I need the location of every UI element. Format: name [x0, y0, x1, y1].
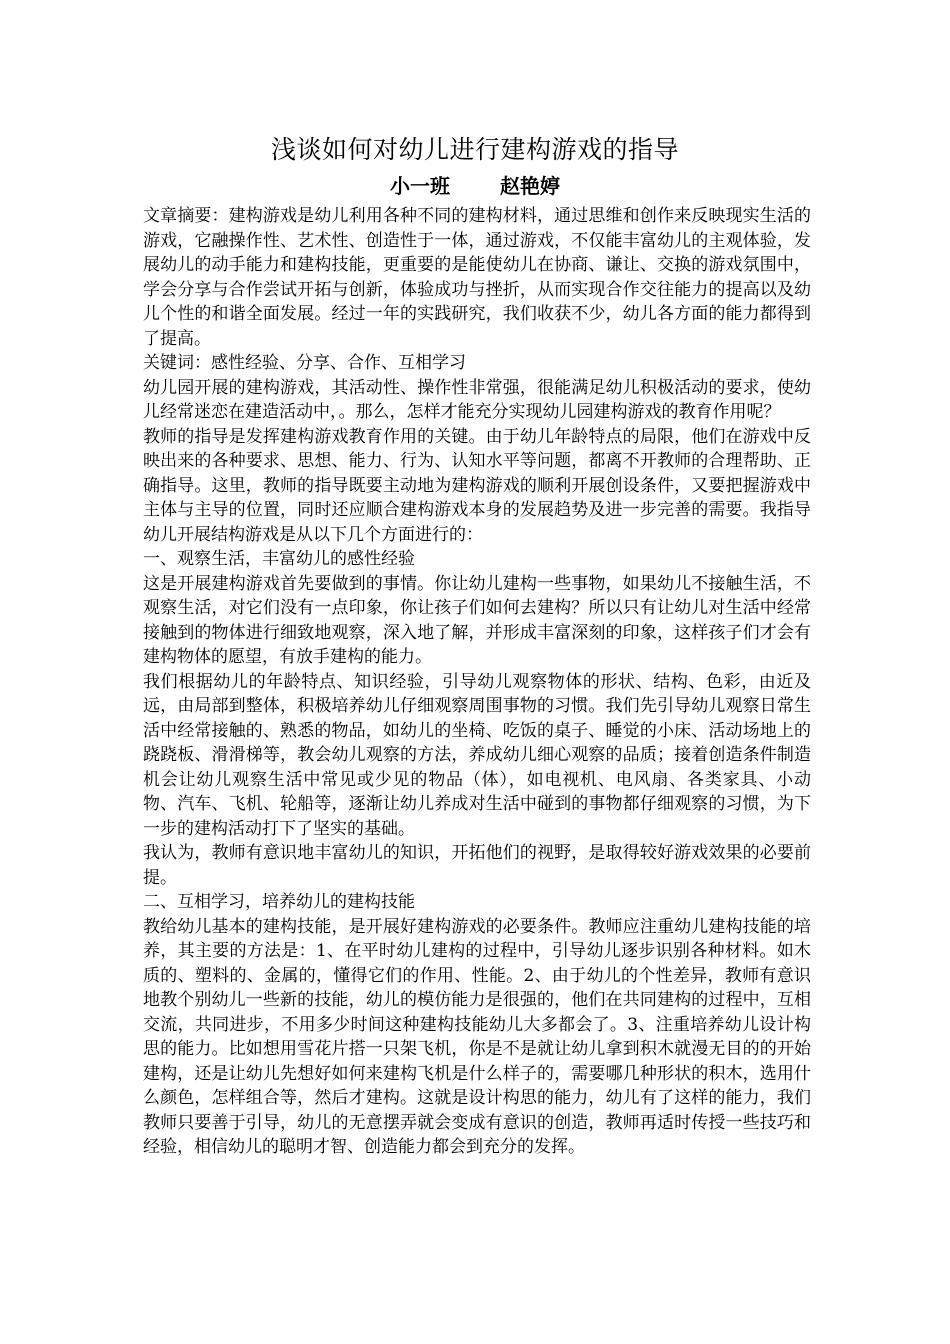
body-paragraph: 我们根据幼儿的年龄特点、知识经验，引导幼儿观察物体的形状、结构、色彩，由近及远，由局部到整体，积极培养幼儿仔细观察周围事物的习惯。我们先引导幼儿观察日常生活中经常接触的、熟悉的物品，如幼儿的坐椅、吃饭的桌子、睡觉的小床、活动场地上的跷跷板、滑滑梯等，教会幼儿观察的方法，养成幼儿细心观察的品质；接着创造条件制造机会让幼儿观察生活中常见或少见的物品（体），如电视机、电风扇、各类家具、小动物、汽车、飞机、轮船等，逐渐让幼儿养成对生活中碰到的事物都仔细观察的习惯，为下一步的建构活动打下了坚实的基础。 [143, 671, 811, 839]
document-body [143, 204, 811, 1160]
body-paragraph: 这是开展建构游戏首先要做到的事情。你让幼儿建构一些事物，如果幼儿不接触生活，不观察生活，对它们没有一点印象，你让孩子们如何去建构？所以只有让幼儿对生活中经常接触到的物体进行细致地观察，深入地了解，并形成丰富深刻的印象，这样孩子们才会有建构物体的愿望，有放手建构的能力。 [143, 573, 811, 667]
byline-class-name: 小一班 [390, 174, 450, 198]
section-heading: 二、互相学习，培养幼儿的建构技能 [143, 892, 415, 912]
keywords-paragraph: 关键词：感性经验、分享、合作、互相学习 [143, 353, 466, 373]
body-paragraph: 幼儿园开展的建构游戏，其活动性、操作性非常强，很能满足幼儿积极活动的要求，使幼儿经常迷恋在建造活动中，。那么，怎样才能充分实现幼儿园建构游戏的教育作用呢？ [143, 377, 811, 422]
byline [0, 172, 950, 200]
section-heading: 一、观察生活，丰富幼儿的感性经验 [143, 549, 415, 569]
document-title: 浅谈如何对幼儿进行建构游戏的指导 [270, 135, 679, 164]
byline-author: 赵艳婷 [500, 174, 560, 198]
body-paragraph: 教师的指导是发挥建构游戏教育作用的关键。由于幼儿年龄特点的局限，他们在游戏中反映出来的各种要求、思想、能力、行为、认知水平等问题，都离不开教师的合理帮助、正确指导。这里，教师的指导既要主动地为建构游戏的顺利开展创设条件，又要把握游戏中主体与主导的位置，同时还应顺合建构游戏本身的发展趋势及进一步完善的需要。我指导幼儿开展结构游戏是从以下几个方面进行的： [143, 426, 811, 545]
body-paragraph: 我认为，教师有意识地丰富幼儿的知识，开拓他们的视野，是取得较好游戏效果的必要前提。 [143, 843, 811, 888]
body-paragraph: 教给幼儿基本的建构技能，是开展好建构游戏的必要条件。教师应注重幼儿建构技能的培养，其主要的方法是：1、在平时幼儿建构的过程中，引导幼儿逐步识别各种材料。如木质的、塑料的、金属的，懂得它们的作用、性能。2、由于幼儿的个性差异，教师有意识地教个别幼儿一些新的技能，幼儿的模仿能力是很强的，他们在共同建构的过程中，互相交流，共同进步，不用多少时间这种建构技能幼儿大多都会了。3、注重培养幼儿设计构思的能力。比如想用雪花片搭一只架飞机，你是不是就让幼儿拿到积木就漫无目的的开始建构，还是让幼儿先想好如何来建构飞机是什么样子的，需要哪几种形状的积木，选用什么颜色，怎样组合等，然后才建构。这就是设计构思的能力，幼儿有了这样的能力，我们教师只要善于引导，幼儿的无意摆弄就会变成有意识的创造，教师再适时传授一些技巧和经验，相信幼儿的聪明才智、创造能力都会到充分的发挥。 [143, 916, 811, 1157]
abstract-paragraph: 文章摘要：建构游戏是幼儿利用各种不同的建构材料，通过思维和创作来反映现实生活的游戏，它融操作性、艺术性、创造性于一体，通过游戏，不仅能丰富幼儿的主观体验，发展幼儿的动手能力和建构技能，更重要的是能使幼儿在协商、谦让、交换的游戏氛围中，学会分享与合作尝试开拓与创新，体验成功与挫折，从而实现合作交往能力的提高以及幼儿个性的和谐全面发展。经过一年的实践研究，我们收获不少，幼儿各方面的能力都得到了提高。 [143, 206, 811, 349]
